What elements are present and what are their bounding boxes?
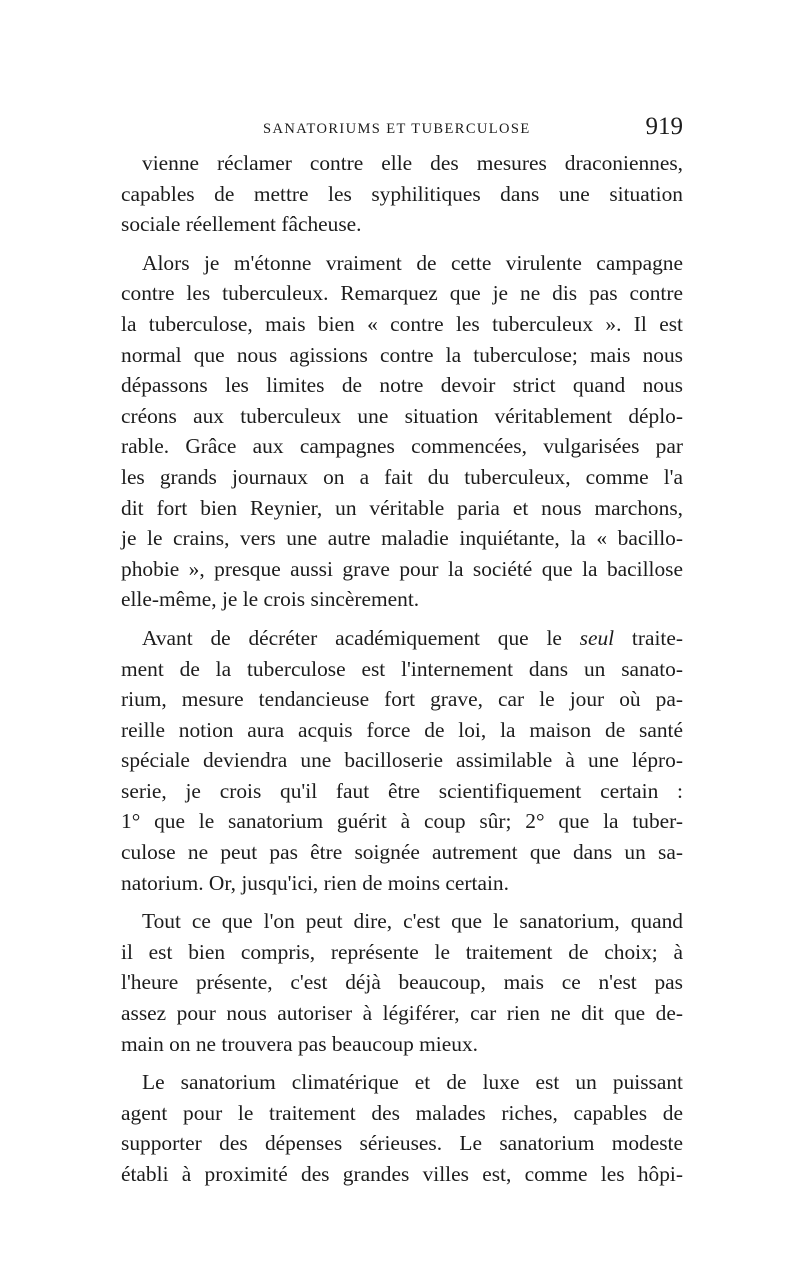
text-line: sociale réellement fâcheuse. [121,212,362,237]
text-line: Alors je m'étonne vraiment de cette virulente campagne [142,250,683,275]
paragraph [121,248,683,615]
text-line: contre les tuberculeux. Remarquez que je ne dis pas contre [121,281,683,306]
running-title: SANATORIUMS ET TUBERCULOSE [263,121,531,137]
text-line: spéciale deviendra une bacilloserie assimilable à une lépro- [121,748,683,773]
text-line: vienne réclamer contre elle des mesures draconiennes, [142,151,683,175]
text-line: Le sanatorium climatérique et de luxe est un puissant [142,1070,683,1095]
text-line: rable. Grâce aux campagnes commencées, vulgarisées par [121,434,683,459]
page-header [121,111,683,147]
text-line: l'heure présente, c'est déjà beaucoup, mais ce n'est pas [121,970,683,995]
text-line: supporter des dépenses sérieuses. Le sanatorium modeste [121,1131,683,1156]
text-line: dépassons les limites de notre devoir strict quand nous [121,373,683,398]
paragraph [121,148,683,240]
text-line: dit fort bien Reynier, un véritable paria et nous marchons, [121,495,683,520]
paragraph [121,1067,683,1189]
text-line: phobie », presque aussi grave pour la société que la bacillose [121,556,683,581]
text-line: normal que nous agissions contre la tuberculose; mais nous [121,342,683,367]
text-line: natorium. Or, jusqu'ici, rien de moins certain. [121,870,509,895]
text-line: agent pour le traitement des malades riches, capables de [121,1100,683,1125]
text-line: ment de la tuberculose est l'internement dans un sanato- [121,656,683,681]
text-line: reille notion aura acquis force de loi, la maison de santé [121,717,683,742]
text-line: je le crains, vers une autre maladie inquiétante, la « bacillo- [121,526,683,551]
text-line: établi à proximité des grandes villes est, comme les hôpi- [121,1162,683,1186]
text-line: culose ne peut pas être soignée autrement que dans un sa- [121,840,683,865]
body-text [121,148,683,1198]
text-line: serie, je crois qu'il faut être scientifiquement certain : [121,778,683,803]
text-line: les grands journaux on a fait du tuberculeux, comme l'a [121,464,683,489]
paragraph [121,623,683,898]
text-line: Tout ce que l'on peut dire, c'est que le sanatorium, quand [142,909,683,934]
text-line: Avant de décréter académiquement que le seul traite- [142,625,683,650]
page-number: 919 [645,113,683,140]
paragraph [121,906,683,1059]
text-line: capables de mettre les syphilitiques dans une situation [121,181,683,206]
text-line: créons aux tuberculeux une situation véritablement déplo- [121,403,683,428]
text-line: 1° que le sanatorium guérit à coup sûr; 2° que la tuber- [121,809,683,834]
text-line: assez pour nous autoriser à légiférer, car rien ne dit que de- [121,1001,683,1026]
text-line: la tuberculose, mais bien « contre les tuberculeux ». Il est [121,311,683,336]
text-line: rium, mesure tendancieuse fort grave, car le jour où pa- [121,687,683,712]
text-line: main on ne trouvera pas beaucoup mieux. [121,1031,478,1056]
text-line: il est bien compris, représente le traitement de choix; à [121,939,683,964]
text-line: elle-même, je le crois sincèrement. [121,587,420,612]
